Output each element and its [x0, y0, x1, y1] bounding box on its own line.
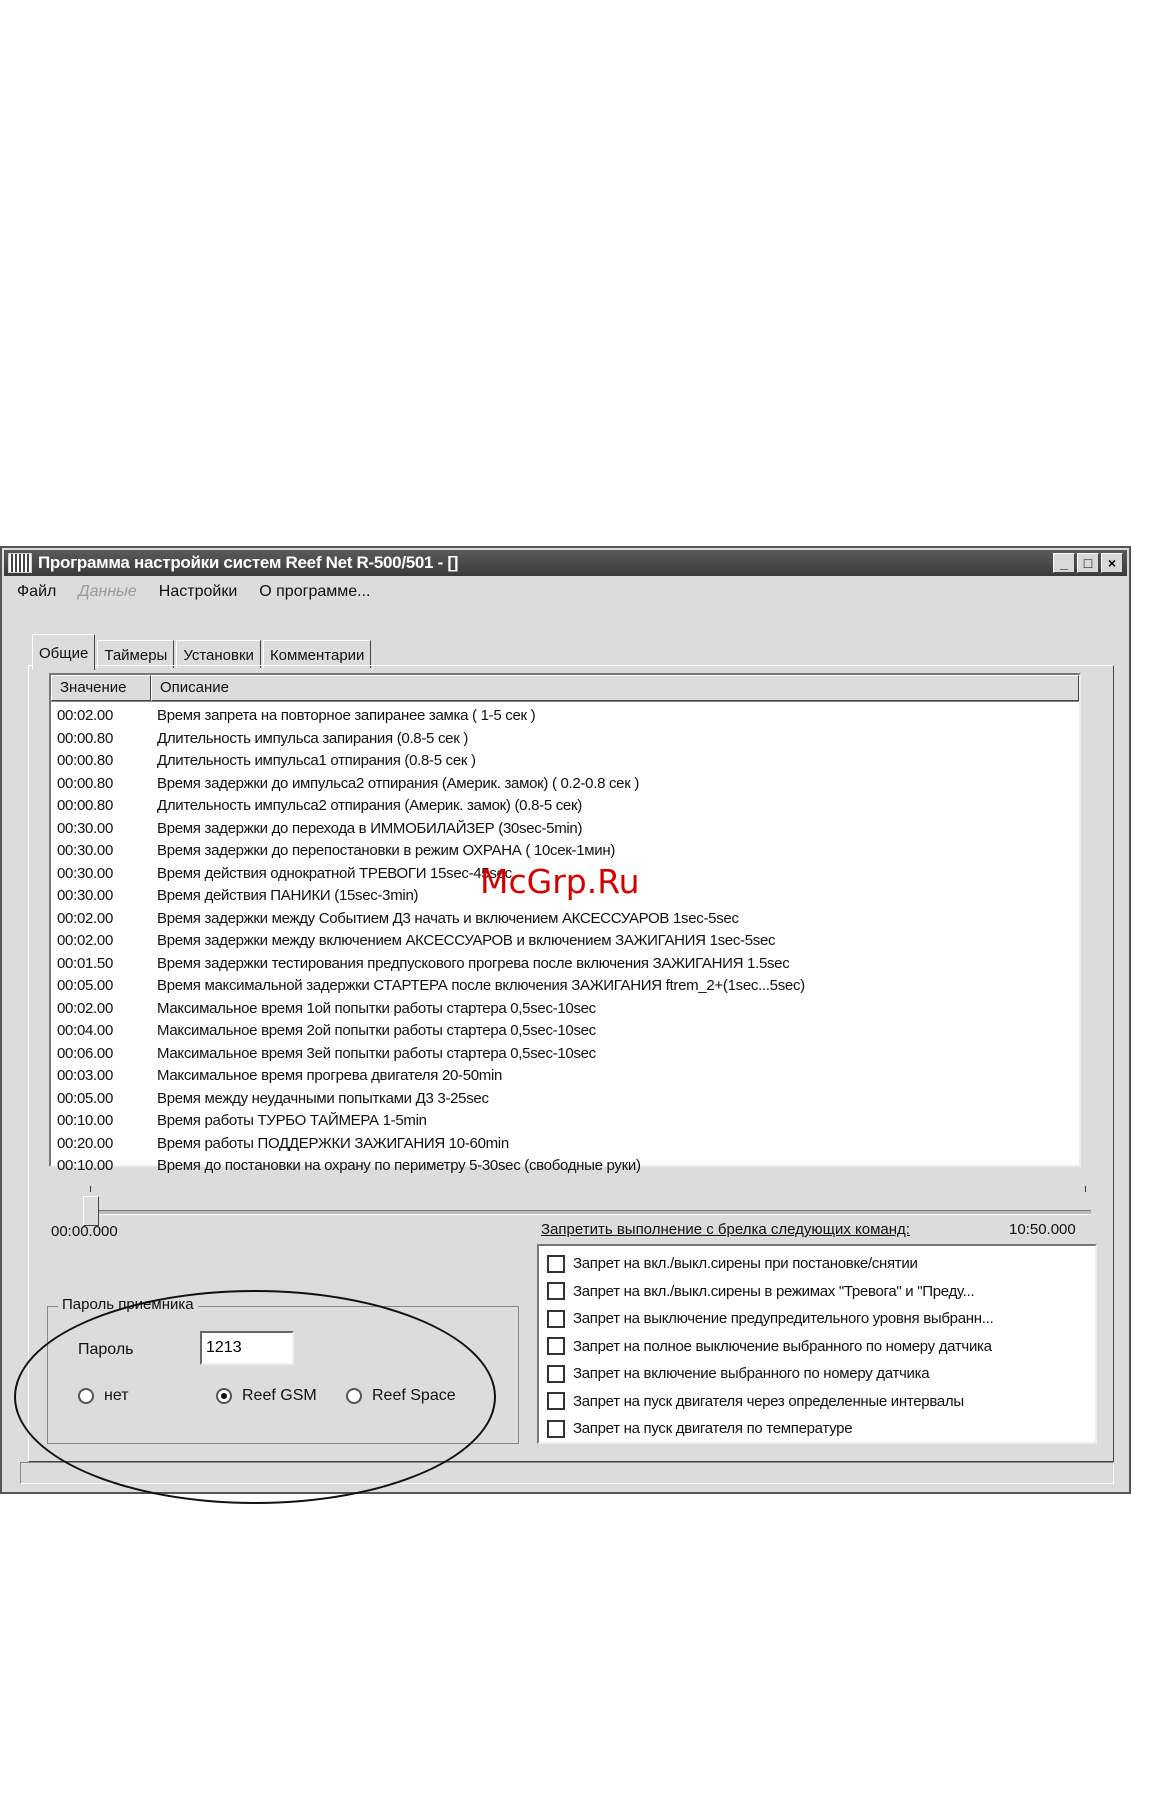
table-row[interactable] — [51, 1112, 1079, 1135]
watermark: McGrp.Ru — [480, 862, 640, 901]
table-row[interactable] — [51, 1045, 1079, 1068]
row-description: Время между неудачными попытками Д3 3-25sec — [157, 1089, 489, 1107]
command-checkbox-item[interactable] — [539, 1278, 1095, 1306]
table-row[interactable] — [51, 707, 1079, 730]
checkbox[interactable] — [547, 1365, 565, 1383]
row-value: 00:20.00 — [57, 1134, 113, 1152]
row-description: Время задержки между Событием Д3 начать и включением АКСЕССУАРОВ 1sec-5sec — [157, 909, 739, 927]
row-value: 00:30.00 — [57, 819, 113, 837]
slider-start-time: 00:00.000 — [51, 1223, 118, 1240]
tab-comments[interactable]: Комментарии — [263, 640, 371, 668]
command-label: Запрет на вкл./выкл.сирены при постановке/снятии — [573, 1255, 918, 1273]
table-row[interactable] — [51, 730, 1079, 753]
table-row[interactable] — [51, 1000, 1079, 1023]
checkbox[interactable] — [547, 1420, 565, 1438]
close-button[interactable]: × — [1101, 553, 1123, 573]
password-label: Пароль — [78, 1341, 134, 1358]
checkbox[interactable] — [547, 1310, 565, 1328]
command-label: Запрет на выключение предупредительного уровня выбранн... — [573, 1310, 994, 1328]
menu-data[interactable]: Данные — [78, 583, 137, 600]
row-description: Время работы ПОДДЕРЖКИ ЗАЖИГАНИЯ 10-60min — [157, 1134, 509, 1152]
time-slider[interactable] — [73, 1186, 1091, 1226]
row-value: 00:06.00 — [57, 1044, 113, 1062]
row-description: Максимальное время 3ей попытки работы стартера 0,5sec-10sec — [157, 1044, 596, 1062]
row-value: 00:02.00 — [57, 932, 113, 949]
radio-label: Reef GSM — [242, 1387, 317, 1404]
table-row[interactable] — [51, 752, 1079, 775]
row-description: Время задержки до перехода в ИММОБИЛАЙЗЕР (30sec-5min) — [157, 819, 583, 837]
table-row[interactable] — [51, 1135, 1079, 1158]
row-description: Максимальное время 1ой попытки работы стартера 0,5sec-10sec — [157, 999, 596, 1017]
row-value: 00:02.00 — [57, 707, 113, 724]
checkbox[interactable] — [547, 1282, 565, 1300]
maximize-button[interactable]: □ — [1077, 553, 1099, 573]
row-value: 00:30.00 — [57, 887, 113, 904]
row-value: 00:00.80 — [57, 774, 113, 792]
list-header — [51, 675, 1079, 702]
menu-settings[interactable]: Настройки — [158, 583, 238, 600]
slider-tick-start — [90, 1186, 91, 1192]
row-description: Время действия однократной ТРЕВОГИ 15sec-45sec — [157, 864, 512, 882]
slider-end-time: 10:50.000 — [1009, 1221, 1076, 1238]
row-value: 00:04.00 — [57, 1022, 113, 1039]
column-header-value[interactable]: Значение — [51, 675, 151, 701]
highlight-ellipse — [14, 1290, 496, 1504]
command-checkbox-item[interactable] — [539, 1360, 1095, 1388]
row-description: Время до постановки на охрану по периметру 5-30sec (свободные руки) — [157, 1157, 641, 1174]
tab-strip — [32, 632, 373, 668]
row-value: 00:10.00 — [57, 1157, 113, 1174]
minimize-button[interactable]: _ — [1053, 553, 1075, 573]
row-value: 00:30.00 — [57, 842, 113, 859]
row-description: Длительность импульса запирания (0.8-5 сек ) — [157, 729, 469, 747]
row-description: Длительность импульса2 отпирания (Америк. замок) (0.8-5 сек) — [157, 797, 582, 814]
command-checkbox-item[interactable] — [539, 1333, 1095, 1361]
row-value: 00:00.80 — [57, 729, 113, 747]
checkbox[interactable] — [547, 1337, 565, 1355]
table-row[interactable] — [51, 797, 1079, 820]
row-value: 00:00.80 — [57, 797, 113, 814]
commands-label: Запретить выполнение с брелка следующих команд: — [541, 1221, 910, 1238]
menu-about[interactable]: О программе... — [259, 583, 371, 600]
row-value: 00:01.50 — [57, 954, 113, 972]
tab-general[interactable]: Общие — [32, 634, 95, 670]
row-description: Время работы ТУРБО ТАЙМЕРА 1-5min — [157, 1112, 427, 1129]
row-value: 00:03.00 — [57, 1067, 113, 1084]
row-value: 00:02.00 — [57, 999, 113, 1017]
table-row[interactable] — [51, 977, 1079, 1000]
row-value: 00:05.00 — [57, 1089, 113, 1107]
table-row[interactable] — [51, 910, 1079, 933]
tab-settings[interactable]: Установки — [176, 640, 261, 668]
window-controls — [1053, 553, 1123, 573]
command-checkbox-item[interactable] — [539, 1415, 1095, 1443]
command-label: Запрет на полное выключение выбранного по номеру датчика — [573, 1337, 992, 1355]
group-legend: Пароль приемника — [58, 1296, 198, 1313]
command-checkbox-item[interactable] — [539, 1388, 1095, 1416]
title-bar[interactable] — [4, 550, 1127, 576]
slider-tick-end — [1085, 1186, 1086, 1192]
slider-track — [89, 1210, 1091, 1215]
app-icon — [8, 553, 32, 573]
table-row[interactable] — [51, 1022, 1079, 1045]
row-value: 00:00.80 — [57, 752, 113, 769]
menu-file[interactable]: Файл — [17, 583, 57, 600]
table-row[interactable] — [51, 775, 1079, 798]
row-value: 00:10.00 — [57, 1112, 113, 1129]
row-description: Время максимальной задержки СТАРТЕРА после включения ЗАЖИГАНИЯ ftrem_2+(1sec...5sec) — [157, 977, 805, 994]
radio-label: нет — [104, 1387, 129, 1404]
commands-list — [537, 1244, 1097, 1444]
radio-label: Reef Space — [372, 1387, 456, 1404]
command-label: Запрет на вкл./выкл.сирены в режимах "Тревога" и "Преду... — [573, 1282, 975, 1300]
command-label: Запрет на пуск двигателя по температуре — [573, 1420, 853, 1438]
column-header-description[interactable]: Описание — [151, 675, 1079, 701]
row-description: Длительность импульса1 отпирания (0.8-5 сек ) — [157, 752, 476, 769]
row-description: Время запрета на повторное запиранее замка ( 1-5 сек ) — [157, 707, 536, 724]
command-label: Запрет на включение выбранного по номеру датчика — [573, 1365, 930, 1383]
row-description: Время задержки тестирования предпускового прогрева после включения ЗАЖИГАНИЯ 1.5sec — [157, 954, 790, 972]
table-row[interactable] — [51, 1157, 1079, 1180]
menu-bar — [4, 578, 1127, 606]
tab-timers[interactable]: Таймеры — [97, 640, 174, 668]
checkbox[interactable] — [547, 1392, 565, 1410]
command-label: Запрет на пуск двигателя через определенные интервалы — [573, 1392, 964, 1410]
parameters-list[interactable] — [49, 673, 1081, 1174]
command-checkbox-item[interactable] — [539, 1250, 1095, 1278]
row-description: Время задержки до перепостановки в режим ОХРАНА ( 10сек-1мин) — [157, 842, 616, 859]
row-value: 00:02.00 — [57, 909, 113, 927]
window-title: Программа настройки систем Reef Net R-500/501 - [] — [38, 553, 459, 572]
table-row[interactable] — [51, 932, 1079, 955]
table-row[interactable] — [51, 955, 1079, 978]
command-checkbox-item[interactable] — [539, 1305, 1095, 1333]
row-description: Максимальное время 2ой попытки работы стартера 0,5sec-10sec — [157, 1022, 596, 1039]
table-row[interactable] — [51, 820, 1079, 843]
table-row[interactable] — [51, 1067, 1079, 1090]
row-description: Время задержки между включением АКСЕССУАРОВ и включением ЗАЖИГАНИЯ 1sec-5sec — [157, 932, 776, 949]
slider-thumb[interactable] — [83, 1196, 99, 1226]
row-description: Время задержки до импульса2 отпирания (Америк. замок) ( 0.2-0.8 сек ) — [157, 774, 640, 792]
row-value: 00:05.00 — [57, 977, 113, 994]
list-rows — [51, 702, 1079, 1180]
row-description: Время действия ПАНИКИ (15sec-3min) — [157, 887, 419, 904]
table-row[interactable] — [51, 1090, 1079, 1113]
row-value: 00:30.00 — [57, 864, 113, 882]
checkbox[interactable] — [547, 1255, 565, 1273]
row-description: Максимальное время прогрева двигателя 20-50min — [157, 1067, 503, 1084]
